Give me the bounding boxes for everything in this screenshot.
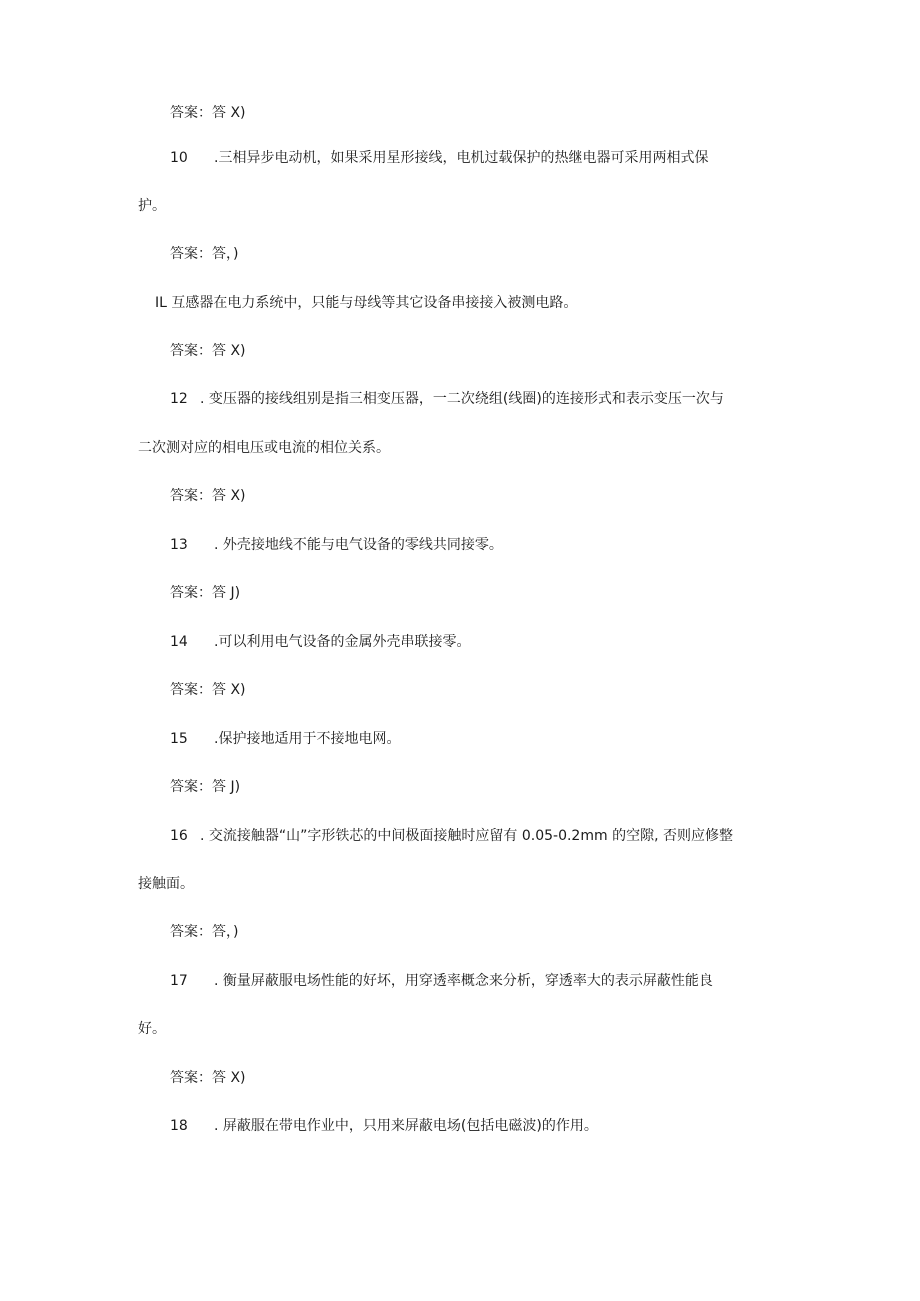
question-line-15 xyxy=(170,729,400,749)
answer-line xyxy=(170,103,246,123)
question-text: . 变压器的接线组别是指三相变压器，一二次绕组(线圈)的连接形式和表示变压一次与 xyxy=(200,391,724,407)
question-text: . 交流接触器“山”字形铁芯的中间极面接触时应留有 0.05-0.2mm 的空隙, 否则应修整 xyxy=(200,828,733,844)
question-number: 18 xyxy=(170,1118,188,1134)
continuation-text: 护。 xyxy=(138,198,166,214)
answer-text: 答案：答 X) xyxy=(170,488,246,504)
question-line-10 xyxy=(170,148,708,168)
question-line-11 xyxy=(155,293,577,313)
continuation-text: 接触面。 xyxy=(138,876,194,892)
continuation-text: 二次测对应的相电压或电流的相位关系。 xyxy=(138,440,390,456)
answer-line xyxy=(170,341,246,361)
question-number: 16 xyxy=(170,828,188,844)
question-line-13 xyxy=(170,535,503,555)
question-number: 17 xyxy=(170,973,188,989)
question-line-14 xyxy=(170,632,470,652)
question-text: . 屏蔽服在带电作业中，只用来屏蔽电场(包括电磁波)的作用。 xyxy=(214,1118,598,1134)
question-number: 13 xyxy=(170,537,188,553)
answer-line xyxy=(170,486,246,506)
answer-text: 答案：答，) xyxy=(170,246,239,262)
question-number: 10 xyxy=(170,150,188,166)
answer-line xyxy=(170,583,240,603)
question-text: .可以利用电气设备的金属外壳串联接零。 xyxy=(214,634,471,650)
answer-text: 答案：答，) xyxy=(170,924,239,940)
question-line-12 xyxy=(170,389,724,409)
question-text: . 衡量屏蔽服电场性能的好坏，用穿透率概念来分析，穿透率大的表示屏蔽性能良 xyxy=(214,973,713,989)
answer-line xyxy=(170,680,246,700)
answer-line xyxy=(170,244,238,264)
question-number: 14 xyxy=(170,634,188,650)
answer-text: 答案：答 X) xyxy=(170,105,246,121)
question-line-17 xyxy=(170,971,713,991)
answer-text: 答案：答 J) xyxy=(170,585,241,601)
continuation-text: 好。 xyxy=(138,1021,166,1037)
question-text: .保护接地适用于不接地电网。 xyxy=(214,731,401,747)
answer-line xyxy=(170,1068,246,1088)
question-continuation xyxy=(138,1019,166,1039)
question-continuation xyxy=(138,438,390,458)
answer-line xyxy=(170,777,240,797)
answer-text: 答案：答 X) xyxy=(170,343,246,359)
question-number: 12 xyxy=(170,391,188,407)
question-number: 15 xyxy=(170,731,188,747)
question-text: . 外壳接地线不能与电气设备的零线共同接零。 xyxy=(214,537,503,553)
question-line-16 xyxy=(170,826,733,846)
answer-text: 答案：答 J) xyxy=(170,779,241,795)
question-line-18 xyxy=(170,1116,598,1136)
answer-text: 答案：答 X) xyxy=(170,682,246,698)
answer-text: 答案：答 X) xyxy=(170,1070,246,1086)
question-text: .三相异步电动机，如果采用星形接线，电机过载保护的热继电器可采用两相式保 xyxy=(214,150,709,166)
question-continuation xyxy=(138,874,194,894)
answer-line xyxy=(170,922,238,942)
question-continuation xyxy=(138,196,166,216)
question-text: IL 互感器在电力系统中，只能与母线等其它设备串接接入被测电路。 xyxy=(155,295,578,311)
